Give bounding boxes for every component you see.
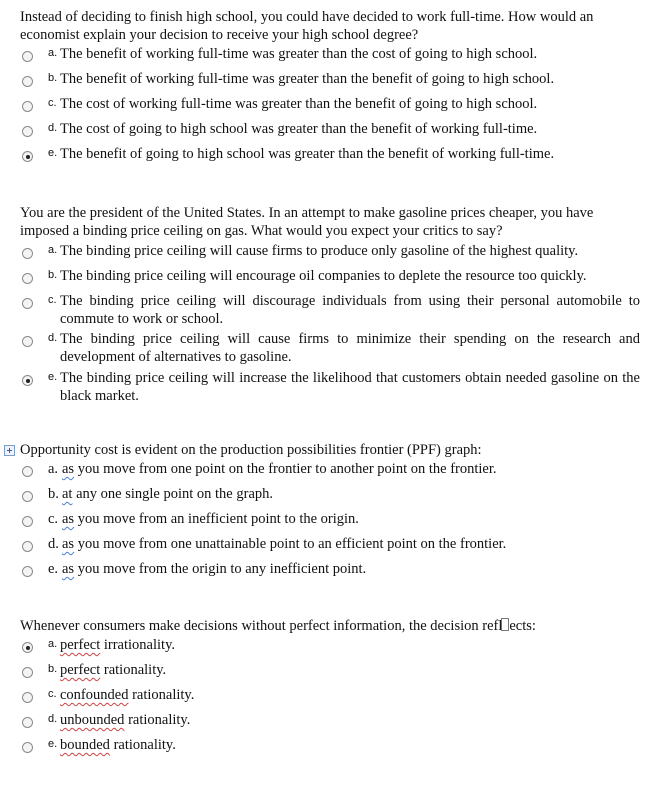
radio-button[interactable]	[22, 273, 33, 284]
radio-button[interactable]	[22, 76, 33, 87]
option-text: The cost of going to high school was greater than the benefit of working full-time.	[60, 121, 538, 137]
option-letter: e.	[48, 738, 58, 750]
option-text-rest: rationality.	[100, 662, 167, 678]
radio-button[interactable]	[22, 51, 33, 62]
radio-button[interactable]	[22, 248, 33, 259]
option-letter: a.	[48, 47, 58, 59]
question-text-end: ects:	[509, 618, 536, 634]
option-c[interactable]	[20, 95, 645, 120]
option-text: The benefit of working full-time was greater than the cost of going to high school.	[60, 46, 538, 62]
radio-button[interactable]	[22, 742, 33, 753]
option-letter: c.	[48, 688, 57, 700]
option-d[interactable]	[20, 711, 645, 736]
spellcheck-word: at	[62, 486, 73, 502]
option-text	[62, 460, 497, 478]
option-text: The binding price ceiling will increase the likelihood that customers obtain needed gasoline on the black market.	[60, 370, 640, 404]
option-text: The binding price ceiling will cause firms to produce only gasoline of the highest quality.	[60, 243, 579, 259]
option-text	[60, 711, 190, 729]
option-c[interactable]	[20, 292, 645, 332]
option-letter: c.	[48, 97, 57, 109]
option-letter: e.	[48, 561, 59, 577]
option-letter: b.	[48, 486, 59, 502]
radio-button[interactable]	[22, 516, 33, 527]
spellcheck-word: as	[62, 511, 75, 527]
option-text	[62, 510, 359, 528]
option-e[interactable]	[20, 369, 645, 409]
option-b[interactable]	[20, 485, 645, 510]
option-text	[60, 686, 194, 704]
radio-button[interactable]	[22, 717, 33, 728]
option-text	[62, 560, 366, 578]
option-a[interactable]	[20, 242, 645, 267]
expand-icon[interactable]	[4, 445, 15, 456]
option-letter: c.	[48, 294, 57, 306]
spellcheck-word: unbounded	[60, 712, 125, 728]
spellcheck-word: as	[62, 561, 75, 577]
option-text: The benefit of working full-time was greater than the benefit of going to high school.	[60, 71, 555, 87]
option-letter: d.	[48, 122, 58, 134]
option-d[interactable]	[20, 120, 645, 145]
spellcheck-word: confounded	[60, 687, 129, 703]
spellcheck-word: as	[62, 461, 75, 477]
option-letter: a.	[48, 244, 58, 256]
option-e[interactable]	[20, 560, 645, 585]
option-letter: e.	[48, 371, 58, 383]
option-text-rest: rationality.	[128, 687, 195, 703]
option-letter: a.	[48, 638, 58, 650]
option-letter: c.	[48, 511, 59, 527]
option-d[interactable]	[20, 535, 645, 560]
option-letter: e.	[48, 147, 58, 159]
option-text	[60, 636, 175, 654]
question-text: Instead of deciding to finish high school, you could have decided to work full-time. How would an economist explain your decision to receive your high school degree?	[20, 9, 594, 43]
option-text: The binding price ceiling will encourage oil companies to deplete the resource too quickly.	[60, 268, 587, 284]
radio-button-selected[interactable]	[22, 375, 33, 386]
option-e[interactable]	[20, 145, 645, 170]
option-a[interactable]	[20, 636, 645, 661]
option-text: The binding price ceiling will discourage individuals from using their personal automobile to commute to work or school.	[60, 293, 640, 327]
option-text-rest: you move from one unattainable point to an efficient point on the frontier.	[74, 536, 507, 552]
option-c[interactable]	[20, 510, 645, 535]
option-text: The benefit of going to high school was greater than the benefit of working full-time.	[60, 146, 555, 162]
radio-button[interactable]	[22, 101, 33, 112]
option-d[interactable]	[20, 330, 645, 370]
option-letter: b.	[48, 663, 58, 675]
option-text-rest: you move from the origin to any inefficient point.	[74, 561, 367, 577]
option-text-rest: any one single point on the graph.	[72, 486, 274, 502]
option-letter: d.	[48, 332, 58, 344]
option-text	[60, 736, 176, 754]
option-b[interactable]	[20, 267, 645, 292]
option-letter: b.	[48, 269, 58, 281]
option-text-rest: you move from one point on the frontier to another point on the frontier.	[74, 461, 497, 477]
option-text: The binding price ceiling will cause firms to minimize their spending on the research and development of alternatives to gasoline.	[60, 331, 640, 365]
spellcheck-word: bounded	[60, 737, 110, 753]
option-a[interactable]	[20, 460, 645, 485]
radio-button[interactable]	[22, 298, 33, 309]
option-letter: a.	[48, 461, 59, 477]
option-text	[60, 661, 166, 679]
question-text: You are the president of the United States. In an attempt to make gasoline prices cheaper, you have imposed a binding price ceiling on gas. What would you expect your critics to say?	[20, 205, 594, 239]
option-e[interactable]	[20, 736, 645, 761]
option-text-rest: irrationality.	[100, 637, 176, 653]
spellcheck-word: perfect	[60, 662, 101, 678]
option-text: The cost of working full-time was greater than the benefit of going to high school.	[60, 96, 538, 112]
radio-button[interactable]	[22, 126, 33, 137]
radio-button-selected[interactable]	[22, 642, 33, 653]
option-text-rest: you move from an inefficient point to the origin.	[74, 511, 359, 527]
option-text-rest: rationality.	[109, 737, 176, 753]
radio-button[interactable]	[22, 336, 33, 347]
option-c[interactable]	[20, 686, 645, 711]
option-a[interactable]	[20, 45, 645, 70]
question-text: Opportunity cost is evident on the production possibilities frontier (PPF) graph:	[20, 442, 482, 458]
spellcheck-word: perfect	[60, 637, 101, 653]
option-letter: d.	[48, 536, 59, 552]
option-text-rest: rationality.	[124, 712, 191, 728]
option-text	[62, 535, 506, 553]
option-b[interactable]	[20, 70, 645, 95]
radio-button[interactable]	[22, 466, 33, 477]
radio-button-selected[interactable]	[22, 151, 33, 162]
option-text	[62, 485, 273, 503]
question-text-start: Whenever consumers make decisions without perfect information, the decision refl	[20, 618, 503, 634]
question-text	[20, 617, 640, 635]
option-letter: b.	[48, 72, 58, 84]
radio-button[interactable]	[22, 541, 33, 552]
option-letter: d.	[48, 713, 58, 725]
radio-button[interactable]	[22, 692, 33, 703]
spellcheck-word: as	[62, 536, 75, 552]
radio-button[interactable]	[22, 491, 33, 502]
radio-button[interactable]	[22, 566, 33, 577]
radio-button[interactable]	[22, 667, 33, 678]
option-b[interactable]	[20, 661, 645, 686]
